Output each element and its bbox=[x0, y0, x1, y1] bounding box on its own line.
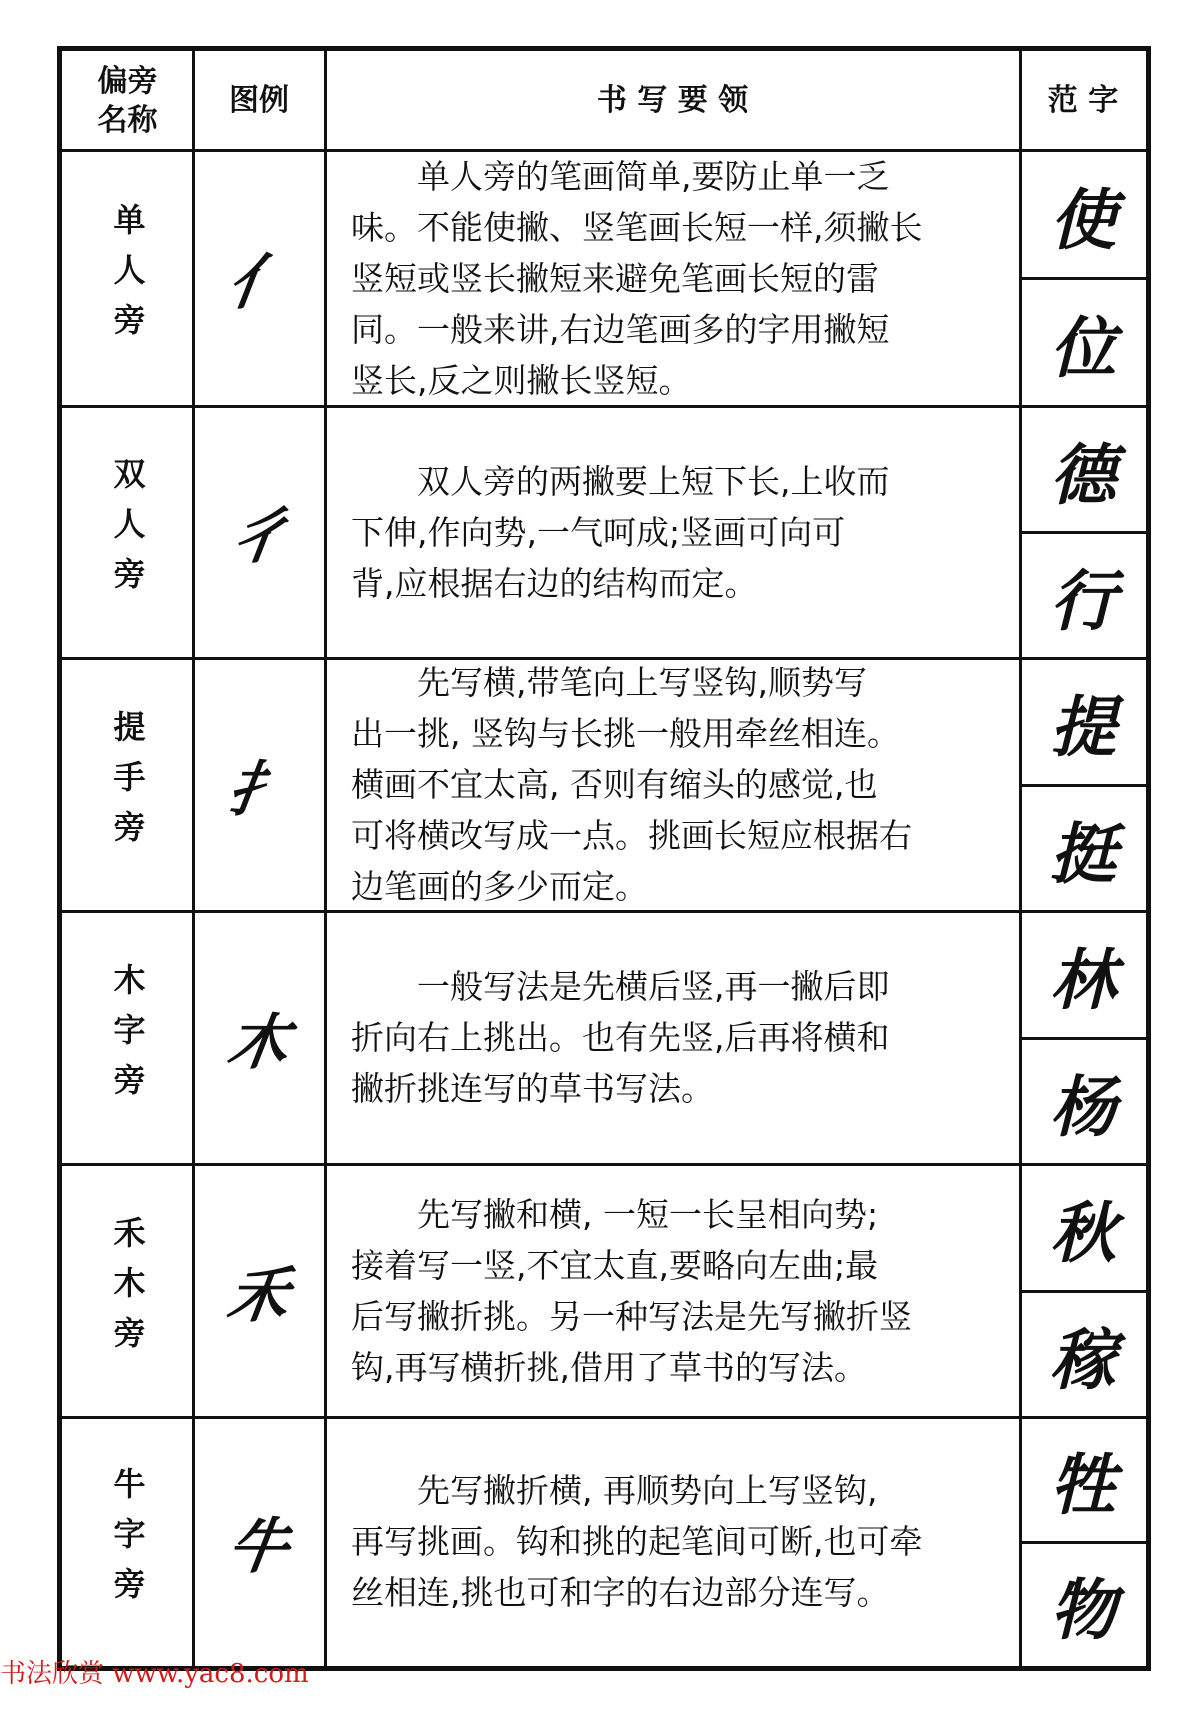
text-line: 出一挑, 竖钩与长挑一般用牵丝相连。 bbox=[351, 714, 900, 753]
sample-character: 使 bbox=[1050, 180, 1116, 259]
writing-points-text bbox=[325, 1164, 1020, 1417]
radical-name: 双人旁 bbox=[108, 457, 147, 607]
text-line: 一般写法是先横后竖,再一撇后即 bbox=[351, 967, 890, 1006]
writing-points-text bbox=[325, 406, 1020, 658]
radical-example-glyph: 木 bbox=[223, 1007, 294, 1078]
sample-character: 挺 bbox=[1050, 815, 1116, 893]
header-writing-points: 书 写 要 领 bbox=[596, 83, 749, 118]
writing-points-text bbox=[325, 150, 1020, 406]
text-line: 再写挑画。钩和挑的起笔间可断,也可牵 bbox=[351, 1522, 923, 1561]
text-line: 双人旁的两撇要上短下长,上收而 bbox=[351, 461, 890, 501]
text-line: 竖短或竖长撇短来避免笔画长短的雷 bbox=[351, 258, 879, 298]
radical-table bbox=[57, 46, 1151, 1671]
sample-character: 提 bbox=[1050, 688, 1116, 766]
text-line: 边笔画的多少而定。 bbox=[351, 867, 648, 906]
radical-name: 单人旁 bbox=[108, 203, 147, 353]
text-line: 背,应根据右边的结构而定。 bbox=[351, 563, 758, 603]
watermark: 书法欣赏 www.yac8.com bbox=[0, 1659, 309, 1689]
radical-example-glyph: 亻 bbox=[223, 248, 294, 318]
radical-name: 禾木旁 bbox=[108, 1215, 147, 1366]
text-line: 竖长,反之则撇长竖短。 bbox=[351, 360, 692, 400]
text-line: 丝相连,挑也可和字的右边部分连写。 bbox=[351, 1573, 890, 1612]
header-sample-chars: 范 字 bbox=[1047, 83, 1119, 118]
radical-example-glyph: 扌 bbox=[223, 754, 294, 825]
text-line: 先写撇折横, 再顺势向上写竖钩, bbox=[351, 1471, 878, 1510]
writing-points-text bbox=[325, 1417, 1020, 1666]
text-line: 先写横,带笔向上写竖钩,顺势写 bbox=[351, 663, 867, 702]
sample-character: 杨 bbox=[1050, 1068, 1116, 1146]
sample-character: 位 bbox=[1050, 308, 1116, 387]
radical-example-glyph: 牛 bbox=[223, 1511, 294, 1582]
text-line: 钩,再写横折挑,借用了草书的写法。 bbox=[351, 1347, 867, 1387]
radical-example-glyph: 彳 bbox=[223, 502, 294, 572]
sample-character: 德 bbox=[1050, 435, 1116, 514]
radical-name: 提手旁 bbox=[108, 709, 147, 860]
radical-name: 牛字旁 bbox=[108, 1466, 147, 1617]
sample-character: 秋 bbox=[1050, 1194, 1116, 1272]
sample-character: 物 bbox=[1050, 1571, 1116, 1649]
sample-character: 行 bbox=[1050, 561, 1116, 640]
radical-name: 木字旁 bbox=[108, 962, 147, 1113]
header-example-glyph: 图例 bbox=[229, 83, 289, 118]
text-line: 味。不能使撇、竖笔画长短一样,须撇长 bbox=[351, 207, 923, 247]
writing-points-text bbox=[325, 658, 1020, 911]
writing-points-text bbox=[325, 911, 1020, 1164]
text-line: 可将横改写成一点。挑画长短应根据右 bbox=[351, 816, 912, 855]
text-line: 下伸,作向势,一气呵成;竖画可向可 bbox=[351, 512, 846, 552]
sample-character: 牲 bbox=[1050, 1446, 1116, 1524]
header-name: 偏旁 名称 bbox=[97, 63, 158, 138]
text-line: 单人旁的笔画简单,要防止单一乏 bbox=[351, 156, 890, 196]
text-line: 接着写一竖,不宜太直,要略向左曲;最 bbox=[351, 1245, 879, 1285]
sample-character: 林 bbox=[1050, 941, 1116, 1019]
text-line: 后写撇折挑。另一种写法是先写撇折竖 bbox=[351, 1296, 912, 1336]
text-line: 先写撇和横, 一短一长呈相向势; bbox=[351, 1194, 879, 1234]
text-line: 折向右上挑出。也有先竖,后再将横和 bbox=[351, 1018, 890, 1057]
sample-character: 稼 bbox=[1050, 1321, 1116, 1399]
radical-example-glyph: 禾 bbox=[223, 1260, 294, 1331]
text-line: 横画不宜太高, 否则有缩头的感觉,也 bbox=[351, 765, 878, 804]
text-line: 同。一般来讲,右边笔画多的字用撇短 bbox=[351, 309, 890, 349]
text-line: 撇折挑连写的草书写法。 bbox=[351, 1069, 714, 1108]
